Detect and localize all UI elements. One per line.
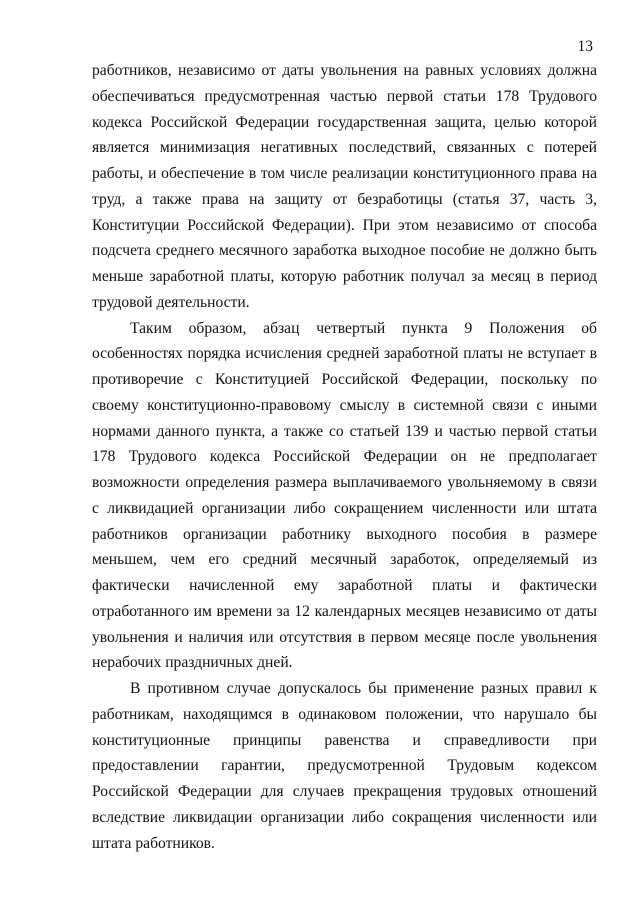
paragraph-1 (92, 58, 597, 316)
paragraph-2 (92, 316, 597, 677)
text-line: работников организации работнику выходного пособия в размере (92, 525, 597, 543)
text-line: с ликвидацией организации либо сокращением численности или штата (92, 499, 597, 517)
text-line: своему конституционно-правовому смыслу в системной связи с иными (92, 396, 597, 414)
text-line: штата работников. (92, 834, 215, 852)
text-line: конституционные принципы равенства и справедливости при (92, 731, 597, 749)
text-line: Российской Федерации для случаев прекращения трудовых отношений (92, 783, 597, 800)
text-line: работникам, находящимся в одинаковом положении, что нарушало бы (92, 705, 597, 723)
text-line: является минимизация негативных последствий, связанных с потерей (92, 139, 597, 157)
text-line: фактически начисленной ему заработной платы и фактически (92, 577, 597, 594)
page-number: 13 (577, 38, 593, 55)
text-line: подсчета среднего месячного заработка выходное пособие не должно быть (92, 242, 597, 260)
text-line: противоречие с Конституцией Российской Федерации, поскольку по (92, 371, 597, 388)
text-line: обеспечиваться предусмотренная частью первой статьи 178 Трудового (92, 87, 597, 105)
text-line: предоставлении гарантии, предусмотренной Трудовым кодексом (92, 757, 597, 775)
text-line: меньше заработной платы, которую работник получал за месяц в период (92, 268, 597, 285)
text-line: увольнения и наличия или отсутствия в первом месяце после увольнения (92, 628, 597, 646)
text-line: нерабочих праздничных дней. (92, 654, 293, 672)
text-line: В противном случае допускалось бы применение разных правил к (130, 680, 597, 697)
text-line: работников, независимо от даты увольнения на равных условиях должна (92, 62, 597, 79)
text-line: меньшем, чем его средний месячный заработок, определяемый из (92, 551, 597, 569)
text-line: вследствие ликвидации организации либо сокращения численности или (92, 808, 597, 826)
text-line: труд, а также права на защиту от безработицы (статья 37, часть 3, (92, 190, 597, 208)
paragraph-3 (92, 676, 597, 856)
text-line: Таким образом, абзац четвертый пункта 9 Положения об (130, 319, 597, 337)
text-line: трудовой деятельности. (92, 293, 250, 311)
document-body (92, 58, 597, 856)
text-line: возможности определения размера выплачиваемого увольняемому в связи (92, 474, 597, 491)
text-line: Конституции Российской Федерации). При этом независимо от способа (92, 216, 597, 234)
text-line: 178 Трудового кодекса Российской Федерации он не предполагает (92, 448, 597, 466)
text-line: нормами данного пункта, а также со статьей 139 и частью первой статьи (92, 422, 597, 440)
text-line: особенностях порядка исчисления средней заработной платы не вступает в (92, 345, 597, 363)
text-line: отработанного им времени за 12 календарных месяцев независимо от даты (92, 602, 597, 620)
text-line: кодекса Российской Федерации государственная защита, целью которой (92, 113, 597, 131)
text-line: работы, и обеспечение в том числе реализации конституционного права на (92, 165, 597, 182)
